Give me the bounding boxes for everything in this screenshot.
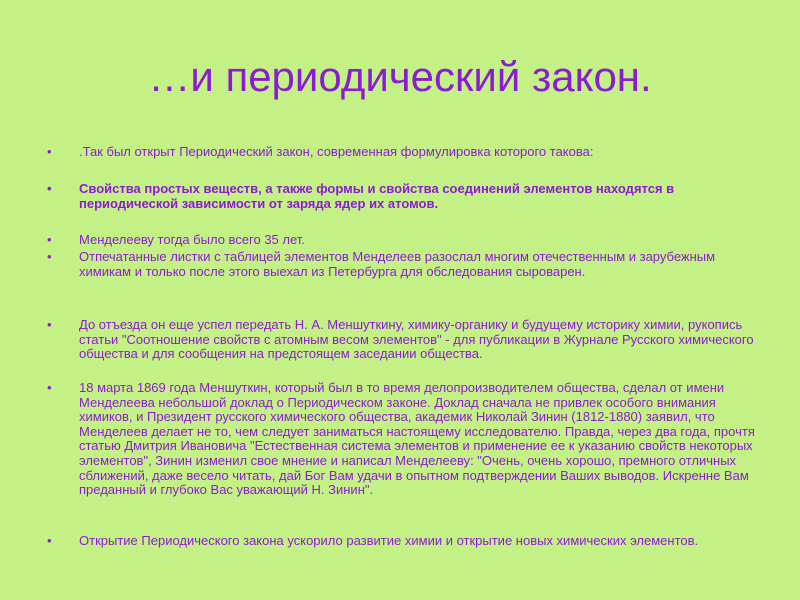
bullet-marker: • <box>47 181 52 196</box>
bullet-marker: • <box>47 232 52 247</box>
bullet-item-conclusion <box>47 533 759 549</box>
bullet-marker: • <box>47 380 52 395</box>
bullet-item-leaflets <box>47 249 759 279</box>
bullet-marker: • <box>47 317 52 332</box>
bullet-item-intro <box>47 144 759 160</box>
bullet-text: Свойства простых веществ, а также формы и свойства соединений элементов находятся в периодической зависимости от заряда ядер их атомов. <box>79 181 675 211</box>
bullet-text: .Так был открыт Периодический закон, современная формулировка которого такова: <box>79 144 594 159</box>
bullet-item-report <box>47 380 759 498</box>
bullet-marker: • <box>47 533 52 548</box>
bullet-text: 18 марта 1869 года Меншуткин, который был в то время делопроизводителем общества, сделал от имени Менделеева небольшой доклад о Периодическом законе. Доклад сначала не привлек особого внимания химиков, и Президент русского химического общества, академик Николай Зинин (1812-1880) заявил, что Менделеев делает не то, чем следует заниматься настоящему исследователю. Правда, через два года, прочтя статью Дмитрия Ивановича "Естественная система элементов и применение ее к указанию свойств некоторых элементов", Зинин изменил свое мнение и написал Менделееву: "Очень, очень хорошо, премного отличных сближений, даже весело читать, дай Бог Вам удачи в опытном подтверждении Ваших выводов. Искренне Вам преданный и глубоко Вас уважающий Н. Зинин". <box>79 380 755 498</box>
bullet-marker: • <box>47 144 52 159</box>
bullet-text: Открытие Периодического закона ускорило развитие химии и открытие новых химических элементов. <box>79 533 699 548</box>
bullet-item-age <box>47 232 759 248</box>
bullet-text: Менделееву тогда было всего 35 лет. <box>79 232 305 247</box>
bullet-item-manuscript <box>47 317 759 362</box>
bullet-item-law-definition <box>47 181 759 211</box>
bullet-text: Отпечатанные листки с таблицей элементов Менделеев разослал многим отечественным и зарубежным химикам и только после этого выехал из Петербурга для обследования сыроварен. <box>79 249 716 279</box>
bullet-text: До отъезда он еще успел передать Н. А. Меншуткину, химику-органику и будущему историку химии, рукопись статьи "Соотношение свойств с атомным весом элементов" - для публикации в Журнале Русского химического общества и для сообщения на предстоящем заседании общества. <box>79 317 754 362</box>
bullet-marker: • <box>47 249 52 264</box>
slide-title: …и периодический закон. <box>148 53 652 100</box>
